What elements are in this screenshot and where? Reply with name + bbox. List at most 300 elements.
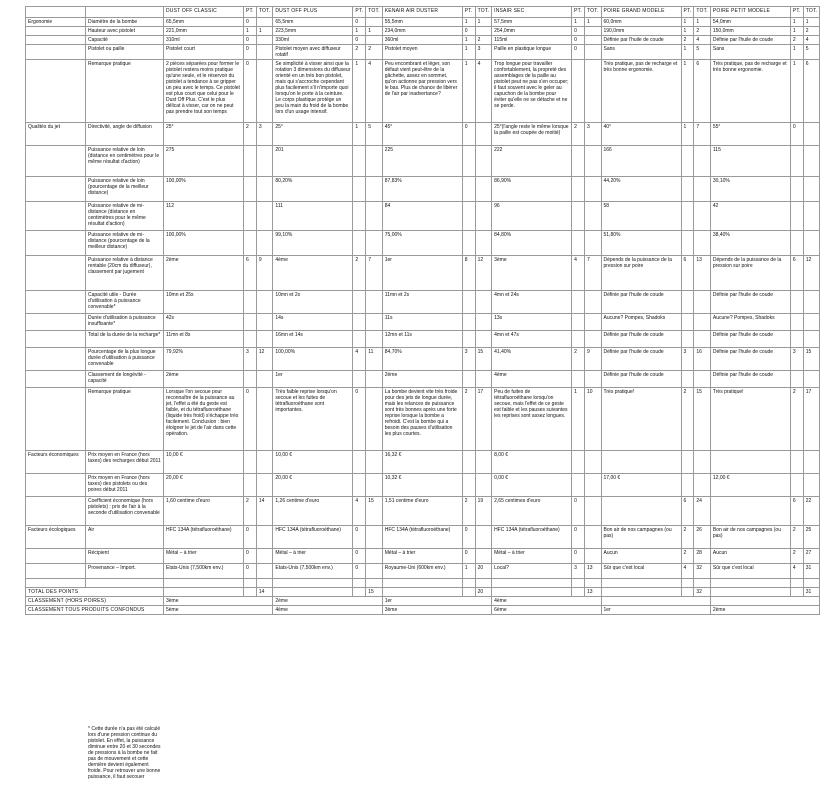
- total-cell: [694, 231, 711, 256]
- category-cell: [26, 36, 86, 45]
- empty-cell: [256, 579, 273, 588]
- points-cell: 0: [572, 497, 585, 526]
- value-cell: HFC 134A (tétrafluoroéthane): [273, 526, 353, 549]
- total-cell: [475, 474, 492, 497]
- column-header: PT.: [790, 7, 803, 18]
- total-cell: 25: [803, 526, 820, 549]
- value-cell: Sans: [710, 45, 790, 60]
- table-row: [26, 497, 820, 526]
- points-cell: [572, 231, 585, 256]
- total-cell: 12: [256, 348, 273, 371]
- value-cell: 2 pièces séparées pour former le pistolet restera moins pratique qu'une seule, et le réservoir du pistolet a tendance à se gripper un peu avec le temps. Ce pistolet est plus court que celui pour le Dust Off Plus. C'est le plus délicat à visser, car on ne peut pas prendre tout son temps: [164, 60, 244, 123]
- total-cell: [256, 177, 273, 202]
- value-cell: 84,80%: [492, 231, 572, 256]
- column-header: DUST OFF PLUS: [273, 7, 353, 18]
- points-cell: [244, 474, 257, 497]
- total-cell: [366, 564, 383, 579]
- total-cell: [694, 146, 711, 177]
- rank-cell: 6ème: [492, 606, 601, 615]
- total-cell: [584, 331, 601, 348]
- total-cell: 1: [584, 18, 601, 27]
- empty-cell: [86, 579, 164, 588]
- points-cell: 0: [353, 18, 366, 27]
- total-cell: [694, 202, 711, 231]
- total-cell: 12: [475, 256, 492, 291]
- column-header: PT.: [353, 7, 366, 18]
- value-cell: 100,00%: [164, 177, 244, 202]
- value-cell: 10mn et 2s: [273, 291, 353, 314]
- value-cell: 84,70%: [382, 348, 462, 371]
- points-cell: 3: [462, 348, 475, 371]
- table-row: [26, 564, 820, 579]
- value-cell: La bombe devient vite très froide pour des jets de longue durée, mais les relances de puissance sont très bonnes après une forte reprise lorsque la bombe a refroidi. C'est la bombe qui a besoin des pauses d'utilisation les plus courtes.: [382, 388, 462, 451]
- points-cell: 0: [353, 36, 366, 45]
- column-header: POIRE GRAND MODELE: [601, 7, 681, 18]
- value-cell: Lorsque l'on secoue pour reconnaître de la puissance au jet, l'effet a été du geste est faible, et du tétrafluoroéthane (liquide très froid) s'échappe très facilement. Conclusion : bien éloigner le jet de l'air dans cette opération.: [164, 388, 244, 451]
- empty-cell: [803, 579, 820, 588]
- total-cell: [366, 36, 383, 45]
- points-cell: 0: [244, 549, 257, 564]
- empty-cell: [492, 579, 572, 588]
- points-cell: 0: [572, 36, 585, 45]
- value-cell: 150,0mm: [710, 27, 790, 36]
- value-cell: 87,83%: [382, 177, 462, 202]
- value-cell: Définie par l'huile de coude: [710, 291, 790, 314]
- points-cell: [790, 291, 803, 314]
- table-row: [26, 177, 820, 202]
- points-cell: [244, 291, 257, 314]
- category-cell: [26, 314, 86, 331]
- value-cell: 360ml: [382, 36, 462, 45]
- total-cell: [256, 564, 273, 579]
- table-row: [26, 256, 820, 291]
- rank-cell: 1er: [382, 597, 491, 606]
- points-cell: 2: [572, 123, 585, 146]
- total-cell: [366, 18, 383, 27]
- rank-cell: [710, 597, 819, 606]
- points-cell: 2: [572, 348, 585, 371]
- value-cell: Pistolet court: [164, 45, 244, 60]
- value-cell: 166: [601, 146, 681, 177]
- criterion-cell: Hauteur avec pistolet: [86, 27, 164, 36]
- total-cell: [803, 231, 820, 256]
- points-cell: 4: [572, 256, 585, 291]
- value-cell: 111: [273, 202, 353, 231]
- points-cell: [790, 146, 803, 177]
- criterion-cell: Prix moyen en France (hors taxes) des pistolets ou des poires début 2011: [86, 474, 164, 497]
- category-cell: [26, 27, 86, 36]
- total-cell: [256, 549, 273, 564]
- criterion-cell: Directivité, angle de diffusion: [86, 123, 164, 146]
- points-cell: 0: [353, 526, 366, 549]
- total-cell: 2: [475, 36, 492, 45]
- points-cell: 1: [790, 60, 803, 123]
- value-cell: 330ml: [273, 36, 353, 45]
- value-cell: 42: [710, 202, 790, 231]
- total-cell: 12: [803, 256, 820, 291]
- points-cell: [572, 314, 585, 331]
- value-cell: Définie par l'huile de coude: [601, 291, 681, 314]
- total-cell: [256, 474, 273, 497]
- total-cell: [366, 549, 383, 564]
- total-cell: 6: [694, 60, 711, 123]
- total-cell: 3: [584, 123, 601, 146]
- total-cell: 14: [256, 497, 273, 526]
- total-cell: [584, 45, 601, 60]
- value-cell: 222: [492, 146, 572, 177]
- value-cell: Très pratique, pas de recharge et très bonne ergonomie.: [601, 60, 681, 123]
- value-cell: Définie par l'huile de coude: [710, 36, 790, 45]
- total-cell: [366, 231, 383, 256]
- value-cell: 115ml: [492, 36, 572, 45]
- total-cell: [694, 291, 711, 314]
- value-cell: 1,60 centime d'euro: [164, 497, 244, 526]
- points-cell: [572, 202, 585, 231]
- column-header: TOT.: [256, 7, 273, 18]
- points-cell: [572, 371, 585, 388]
- value-cell: Aucun: [601, 549, 681, 564]
- points-cell: 2: [462, 388, 475, 451]
- points-cell: [681, 331, 694, 348]
- points-cell: [244, 451, 257, 474]
- total-cell: 2: [366, 45, 383, 60]
- category-cell: Qualités du jet: [26, 123, 86, 146]
- total-cell: 13: [584, 564, 601, 579]
- total-cell: [584, 146, 601, 177]
- total-points-cell: 13: [584, 588, 601, 597]
- total-cell: 11: [366, 348, 383, 371]
- criterion-cell: Classement de longévité - capacité: [86, 371, 164, 388]
- value-cell: 100,00%: [164, 231, 244, 256]
- value-cell: 12mn et 11s: [382, 331, 462, 348]
- total-cell: [475, 526, 492, 549]
- points-cell: [681, 371, 694, 388]
- total-cell: [694, 331, 711, 348]
- points-cell: 2: [790, 388, 803, 451]
- empty-cell: [601, 579, 681, 588]
- empty-cell: [572, 579, 585, 588]
- value-cell: Peu de fuites de tétrafluoroéthane lorsqu'on secoue, mais l'effet de ce geste est faible et les pauses suivantes les reprises sont assez longues.: [492, 388, 572, 451]
- value-cell: 42s: [164, 314, 244, 331]
- rank-cell: 4ème: [273, 606, 382, 615]
- criterion-cell: Puissance relative de mi-distance (pourcentage de la meilleur distance): [86, 231, 164, 256]
- value-cell: 4ème: [492, 371, 572, 388]
- total-cell: [256, 202, 273, 231]
- total-cell: 28: [694, 549, 711, 564]
- value-cell: 25°: [273, 123, 353, 146]
- value-cell: 1,51 centime d'euro: [382, 497, 462, 526]
- total-cell: [803, 451, 820, 474]
- value-cell: Pistolet moyen: [382, 45, 462, 60]
- total-cell: 4: [803, 36, 820, 45]
- points-cell: [790, 202, 803, 231]
- total-cell: [475, 451, 492, 474]
- total-cell: [584, 291, 601, 314]
- totals-row: [26, 588, 820, 597]
- total-cell: 15: [475, 348, 492, 371]
- value-cell: HFC 134A (tétrafluoroéthane): [382, 526, 462, 549]
- points-cell: [462, 451, 475, 474]
- table-row: [26, 474, 820, 497]
- total-cell: 7: [584, 256, 601, 291]
- total-cell: [256, 36, 273, 45]
- points-cell: [790, 331, 803, 348]
- value-cell: Trop longue pour travailler confortablement, la propreté des assemblages de la paille au pistolet peut ne pas s'en occuper; il faut souvent avec le geler au capuchon de la bombe pour éviter qu'elle ne se détache et ne se perde.: [492, 60, 572, 123]
- points-cell: 1: [790, 45, 803, 60]
- points-cell: 1: [681, 123, 694, 146]
- total-cell: [366, 146, 383, 177]
- value-cell: Dépends de la puissance de la pression sur poire: [601, 256, 681, 291]
- table-row: [26, 146, 820, 177]
- value-cell: 1,26 centime d'euro: [273, 497, 353, 526]
- total-cell: [256, 146, 273, 177]
- points-cell: [681, 202, 694, 231]
- value-cell: 254,0mm: [492, 27, 572, 36]
- total-cell: [803, 331, 820, 348]
- value-cell: Définie par l'huile de coude: [601, 371, 681, 388]
- empty-cell: [492, 588, 572, 597]
- points-cell: [572, 60, 585, 123]
- value-cell: Définie par l'huile de coude: [601, 36, 681, 45]
- value-cell: Définie par l'huile de coude: [710, 331, 790, 348]
- table-row: [26, 231, 820, 256]
- points-cell: [462, 474, 475, 497]
- empty-cell: [273, 579, 353, 588]
- value-cell: 96: [492, 202, 572, 231]
- points-cell: 1: [572, 18, 585, 27]
- criterion-cell: Puissance relative de mi-distance (distance en centimètres pour le même résultat d'action): [86, 202, 164, 231]
- points-cell: [681, 451, 694, 474]
- value-cell: Se simplicité à visser ainsi que la rotation 3 dimensions du diffuseur orienté en un très bon pistolet, mais qui s'accroche cependant plus facilement s'il n'importe quoi lorsqu'on le porte à la ceinture. Le corps plastique protège un peu la main du froid de la bombe lors d'un usage intensif.: [273, 60, 353, 123]
- value-cell: 25°(l'angle reste le même lorsque la paille est coupée de moitié): [492, 123, 572, 146]
- value-cell: 99,10%: [273, 231, 353, 256]
- points-cell: [790, 177, 803, 202]
- points-cell: [681, 146, 694, 177]
- criterion-cell: Prix moyen en France (hors taxes) des recharges début 2011: [86, 451, 164, 474]
- criterion-cell: Puissance relative de loin (distance en centimètres pour le même résultat d'action): [86, 146, 164, 177]
- points-cell: 1: [353, 27, 366, 36]
- total-points-cell: 31: [803, 588, 820, 597]
- table-row: [26, 60, 820, 123]
- total-cell: 13: [694, 256, 711, 291]
- total-cell: [694, 474, 711, 497]
- total-cell: [366, 314, 383, 331]
- table-row: [26, 202, 820, 231]
- points-cell: 3: [790, 348, 803, 371]
- value-cell: [601, 497, 681, 526]
- value-cell: 40°: [601, 123, 681, 146]
- column-header: PT.: [681, 7, 694, 18]
- points-cell: 3: [244, 348, 257, 371]
- value-cell: [601, 451, 681, 474]
- points-cell: [462, 331, 475, 348]
- category-cell: [26, 371, 86, 388]
- total-cell: [366, 177, 383, 202]
- value-cell: 2ème: [382, 371, 462, 388]
- total-points-cell: 20: [475, 588, 492, 597]
- criterion-cell: Diamètre de la bombe: [86, 18, 164, 27]
- total-cell: [256, 314, 273, 331]
- points-cell: [790, 451, 803, 474]
- total-points-cell: 15: [366, 588, 383, 597]
- points-cell: 2: [681, 549, 694, 564]
- points-cell: 4: [353, 497, 366, 526]
- points-cell: 2: [244, 123, 257, 146]
- total-cell: [256, 18, 273, 27]
- value-cell: 20,00 €: [164, 474, 244, 497]
- value-cell: Métal – à trier: [382, 549, 462, 564]
- points-cell: 0: [353, 549, 366, 564]
- points-cell: [244, 314, 257, 331]
- empty-cell: [353, 579, 366, 588]
- category-cell: [26, 497, 86, 526]
- value-cell: 11mn et 2s: [382, 291, 462, 314]
- value-cell: 16,32 €: [382, 451, 462, 474]
- value-cell: 221,0mm: [164, 27, 244, 36]
- value-cell: 2,65 centimes d'euro: [492, 497, 572, 526]
- value-cell: 11mn et 8s: [164, 331, 244, 348]
- value-cell: 60,0mm: [601, 18, 681, 27]
- value-cell: Bon air de nos campagnes (ou pas): [710, 526, 790, 549]
- empty-cell: [681, 579, 694, 588]
- points-cell: [790, 474, 803, 497]
- total-cell: 3: [475, 45, 492, 60]
- table-row: [26, 18, 820, 27]
- total-cell: [584, 549, 601, 564]
- category-cell: [26, 348, 86, 371]
- total-cell: [694, 371, 711, 388]
- value-cell: 57,5mm: [492, 18, 572, 27]
- value-cell: Paille en plastique longue: [492, 45, 572, 60]
- points-cell: 0: [244, 564, 257, 579]
- total-cell: [584, 451, 601, 474]
- points-cell: 0: [244, 18, 257, 27]
- total-cell: [256, 371, 273, 388]
- value-cell: 65,5mm: [164, 18, 244, 27]
- points-cell: [681, 177, 694, 202]
- empty-cell: [572, 588, 585, 597]
- value-cell: 16mn et 14s: [273, 331, 353, 348]
- value-cell: 51,80%: [601, 231, 681, 256]
- value-cell: 13s: [492, 314, 572, 331]
- points-cell: 2: [244, 497, 257, 526]
- total-cell: [584, 202, 601, 231]
- total-points-cell: 14: [256, 588, 273, 597]
- points-cell: [244, 371, 257, 388]
- rank-cell: 5ème: [164, 606, 273, 615]
- points-cell: 6: [244, 256, 257, 291]
- total-cell: 17: [475, 388, 492, 451]
- total-cell: [803, 123, 820, 146]
- column-header: PT.: [244, 7, 257, 18]
- value-cell: 234,0mm: [382, 27, 462, 36]
- header-row: [26, 7, 820, 18]
- total-cell: 26: [694, 526, 711, 549]
- total-cell: 2: [694, 27, 711, 36]
- points-cell: 2: [790, 549, 803, 564]
- value-cell: 80,20%: [273, 177, 353, 202]
- total-cell: [584, 314, 601, 331]
- total-cell: [475, 146, 492, 177]
- points-cell: [790, 231, 803, 256]
- total-cell: [803, 177, 820, 202]
- total-cell: 5: [366, 123, 383, 146]
- total-cell: [366, 526, 383, 549]
- value-cell: 10,00 €: [273, 451, 353, 474]
- criterion-cell: Remarque pratique: [86, 388, 164, 451]
- total-cell: [584, 526, 601, 549]
- total-cell: 24: [694, 497, 711, 526]
- points-cell: [462, 291, 475, 314]
- total-cell: 9: [256, 256, 273, 291]
- points-cell: 1: [353, 60, 366, 123]
- points-cell: [572, 331, 585, 348]
- value-cell: 75,00%: [382, 231, 462, 256]
- value-cell: 45°: [382, 123, 462, 146]
- points-cell: 0: [572, 526, 585, 549]
- points-cell: 0: [572, 549, 585, 564]
- points-cell: 1: [681, 45, 694, 60]
- total-cell: [584, 60, 601, 123]
- value-cell: Aucune? Pompes, Shadoks: [601, 314, 681, 331]
- empty-cell: [584, 579, 601, 588]
- value-cell: 41,40%: [492, 348, 572, 371]
- value-cell: Dépends de la puissance de la pression sur poire: [710, 256, 790, 291]
- value-cell: 79,92%: [164, 348, 244, 371]
- rank-cell: 3ème: [164, 597, 273, 606]
- total-points-cell: 32: [694, 588, 711, 597]
- empty-cell: [790, 579, 803, 588]
- points-cell: [462, 314, 475, 331]
- value-cell: Définie par l'huile de coude: [601, 348, 681, 371]
- total-cell: [366, 474, 383, 497]
- points-cell: 1: [572, 388, 585, 451]
- points-cell: [790, 314, 803, 331]
- points-cell: [244, 202, 257, 231]
- table-row: [26, 348, 820, 371]
- points-cell: [244, 331, 257, 348]
- category-cell: [26, 388, 86, 451]
- total-cell: [366, 331, 383, 348]
- total-cell: [366, 388, 383, 451]
- total-cell: [256, 388, 273, 451]
- column-header: [86, 7, 164, 18]
- table-row: [26, 314, 820, 331]
- value-cell: Sûr que c'est local: [710, 564, 790, 579]
- points-cell: 1: [681, 18, 694, 27]
- points-cell: 1: [244, 27, 257, 36]
- points-cell: [681, 231, 694, 256]
- criterion-cell: Pourcentage de la plus longue durée d'utilisation à puissance convenable: [86, 348, 164, 371]
- points-cell: [681, 291, 694, 314]
- footnote: * Cette durée n'a pas été calculé lors d'une pression continue du pistolet. En effet, la puissance diminue entre 20 et 30 secondes de pressions à la bombe ne fait pas de mouvement et cette dernière devient également froide. Pour retrouver une bonne puissance, il faut secouer: [88, 726, 161, 780]
- points-cell: [353, 177, 366, 202]
- category-cell: [26, 45, 86, 60]
- value-cell: Sans: [601, 45, 681, 60]
- category-cell: Facteurs écologiques: [26, 526, 86, 549]
- value-cell: Etats-Unis (7,500km env.): [164, 564, 244, 579]
- total-cell: 15: [803, 348, 820, 371]
- table-row: [26, 371, 820, 388]
- total-cell: 3: [256, 123, 273, 146]
- total-cell: [584, 36, 601, 45]
- value-cell: 86,90%: [492, 177, 572, 202]
- points-cell: [681, 314, 694, 331]
- value-cell: 10,32 €: [382, 474, 462, 497]
- points-cell: 1: [790, 18, 803, 27]
- value-cell: 0,00 €: [492, 474, 572, 497]
- points-cell: 4: [790, 564, 803, 579]
